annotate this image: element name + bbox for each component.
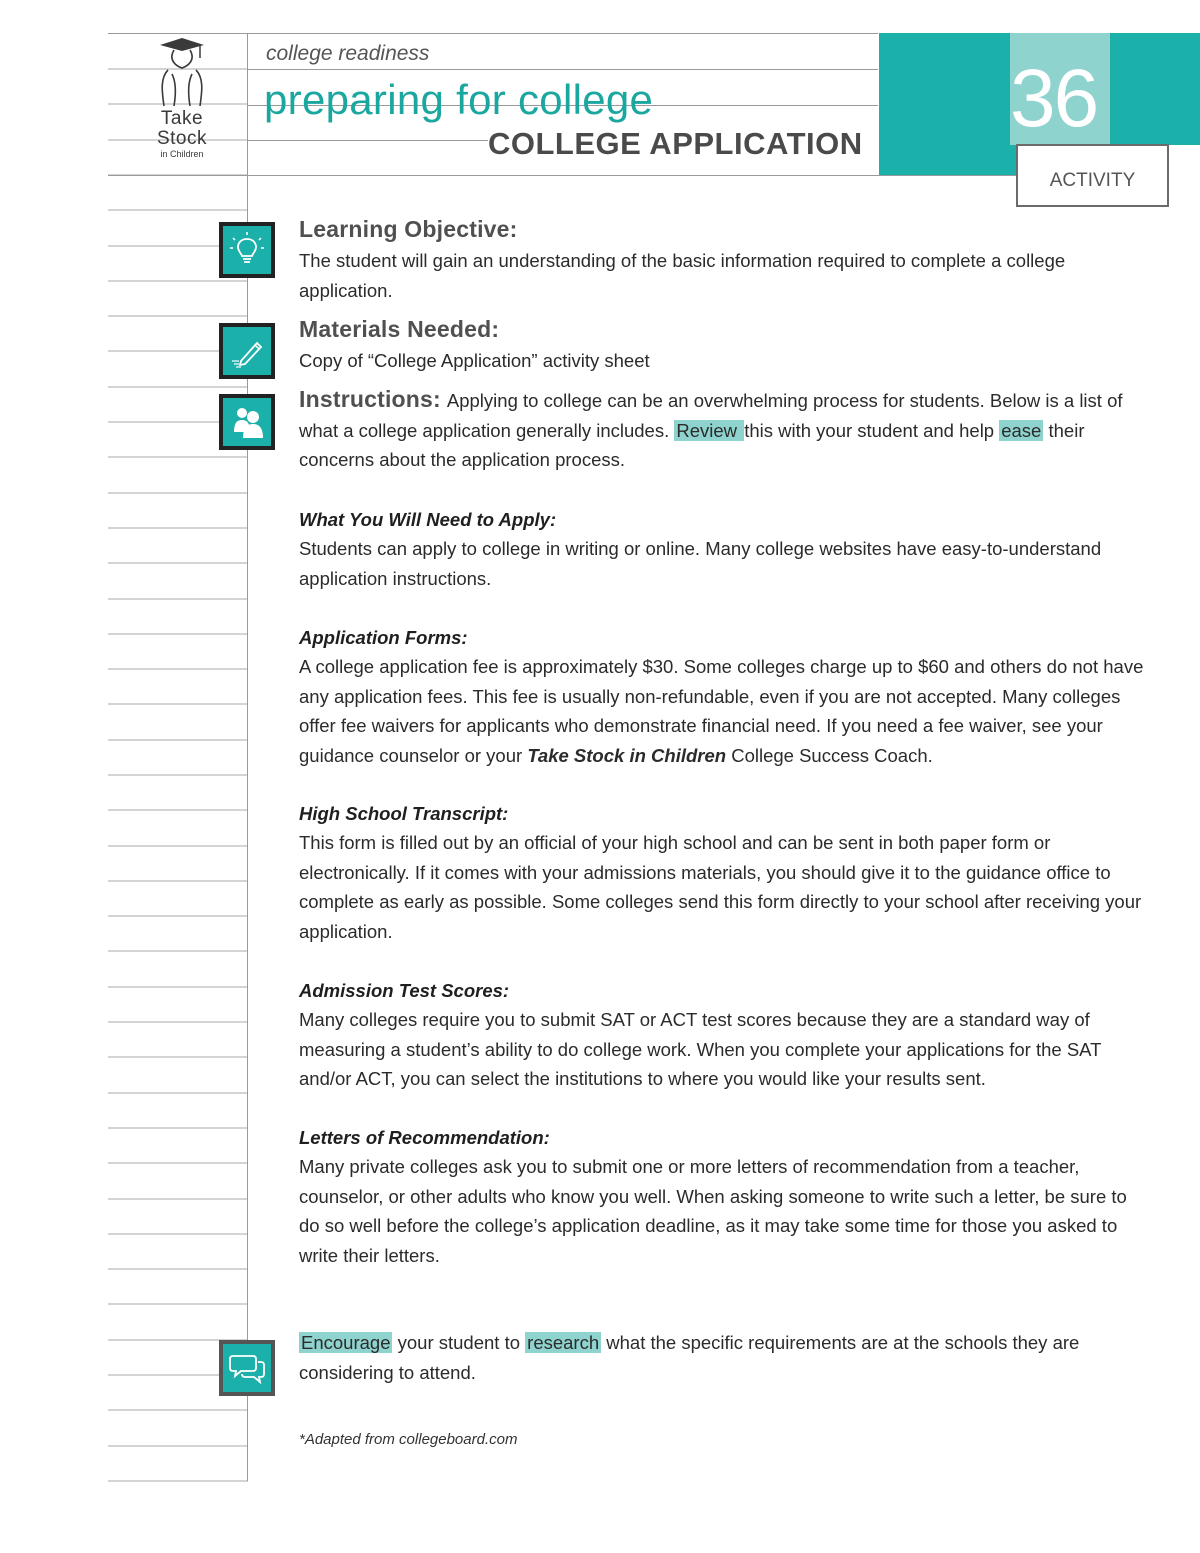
forms-paragraph	[299, 652, 1149, 770]
speech-bubbles-icon-box	[219, 1340, 275, 1396]
pencil-icon-box	[219, 323, 275, 379]
lightbulb-icon	[227, 230, 267, 270]
activity-badge	[1016, 144, 1169, 207]
closing-text-1: your student to	[392, 1332, 526, 1353]
transcript-text: This form is filled out by an official of your high school and can be sent in both paper form or electronically. If it comes with your admissions materials, you should give it to the guidance office to complete as early as possible. Some colleges send this form directly to your school after receiving your application.	[299, 832, 1142, 942]
teal-header-notch	[1003, 145, 1016, 175]
forms-heading: Application Forms:	[299, 627, 468, 648]
highlight-review: Review	[676, 419, 743, 441]
learning-objective-text: The student will gain an understanding of the basic information required to complete a college application.	[299, 250, 1066, 301]
materials-heading: Materials Needed:	[299, 316, 500, 342]
forms-text-2: College Success Coach.	[726, 744, 933, 766]
tests-text: Many colleges require you to submit SAT or ACT test scores because they are a standard way of measuring a student’s ability to do college work. When you complete your applications for the SAT and/or ACT, you can select the institutions to where you would like your results sent.	[299, 1009, 1102, 1089]
people-icon-box	[219, 394, 275, 450]
teal-header-block-right	[1110, 33, 1200, 145]
letters-text: Many private colleges ask you to submit one or more letters of recommendation from a teacher, counselor, or other adults who know you well. When asking someone to write such a letter, be sure to do so well before the college’s application deadline, as it may take some time for those you asked to write their letters.	[299, 1156, 1127, 1266]
header-mid-rule	[248, 140, 488, 141]
page-subtitle: COLLEGE APPLICATION	[488, 126, 863, 161]
forms-text-1: A college application fee is approximately $30. Some colleges charge up to $60 and others do not have any application fees. This fee is usually non-refundable, even if you are not accepted. Many colleges offer fee waivers for applicants who demonstrate financial need. If you need a fee waiver, see your guidance counselor or your	[299, 656, 1144, 766]
logo-line-in-children: in Children	[160, 149, 204, 159]
lightbulb-icon-box	[219, 222, 275, 278]
teal-header-block	[879, 33, 1010, 175]
graduate-figure-icon	[146, 36, 218, 108]
closing-text-2: what the specific requirements are at the schools they are considering to attend.	[299, 1332, 1080, 1383]
tests-heading: Admission Test Scores:	[299, 980, 510, 1001]
header-top-rule	[108, 33, 878, 34]
instructions-paragraph	[299, 385, 1149, 475]
header-mid-rule	[248, 69, 878, 70]
page-title: preparing for college	[264, 76, 654, 123]
speech-bubbles-icon	[227, 1348, 267, 1388]
apply-text: Students can apply to college in writing or online. Many college websites have easy-to-understand application instructions.	[299, 538, 1102, 589]
header-bottom-rule	[108, 175, 1018, 176]
activity-number: 36	[1010, 53, 1098, 144]
apply-heading: What You Will Need to Apply:	[299, 509, 557, 530]
logo-line-take: Take	[160, 108, 204, 129]
instructions-text-1: Applying to college can be an overwhelming process for students. Below is a list of what a college application generally includes.	[299, 390, 1123, 441]
closing-paragraph	[299, 1328, 1149, 1387]
highlight-research: research	[527, 1332, 600, 1353]
section-kicker: college readiness	[266, 42, 430, 65]
logo-line-stock: Stock	[156, 128, 208, 149]
learning-objective-heading: Learning Objective:	[299, 216, 518, 242]
highlight-encourage: Encourage	[301, 1332, 391, 1353]
forms-emphasis: Take Stock in Children	[527, 744, 727, 766]
source-footnote: *Adapted from collegeboard.com	[299, 1431, 518, 1448]
instructions-text-2: this with your student and help	[744, 419, 1000, 441]
activity-label: ACTIVITY	[1049, 170, 1136, 191]
instructions-heading: Instructions:	[299, 386, 441, 412]
take-stock-logo	[146, 36, 218, 164]
transcript-heading: High School Transcript:	[299, 803, 509, 824]
letters-heading: Letters of Recommendation:	[299, 1127, 550, 1148]
people-icon	[227, 402, 267, 442]
pencil-icon	[227, 331, 267, 371]
highlight-ease: ease	[1001, 419, 1042, 441]
instructions-text-3: their concerns about the application process.	[299, 419, 1085, 470]
materials-text: Copy of “College Application” activity sheet	[299, 350, 650, 371]
